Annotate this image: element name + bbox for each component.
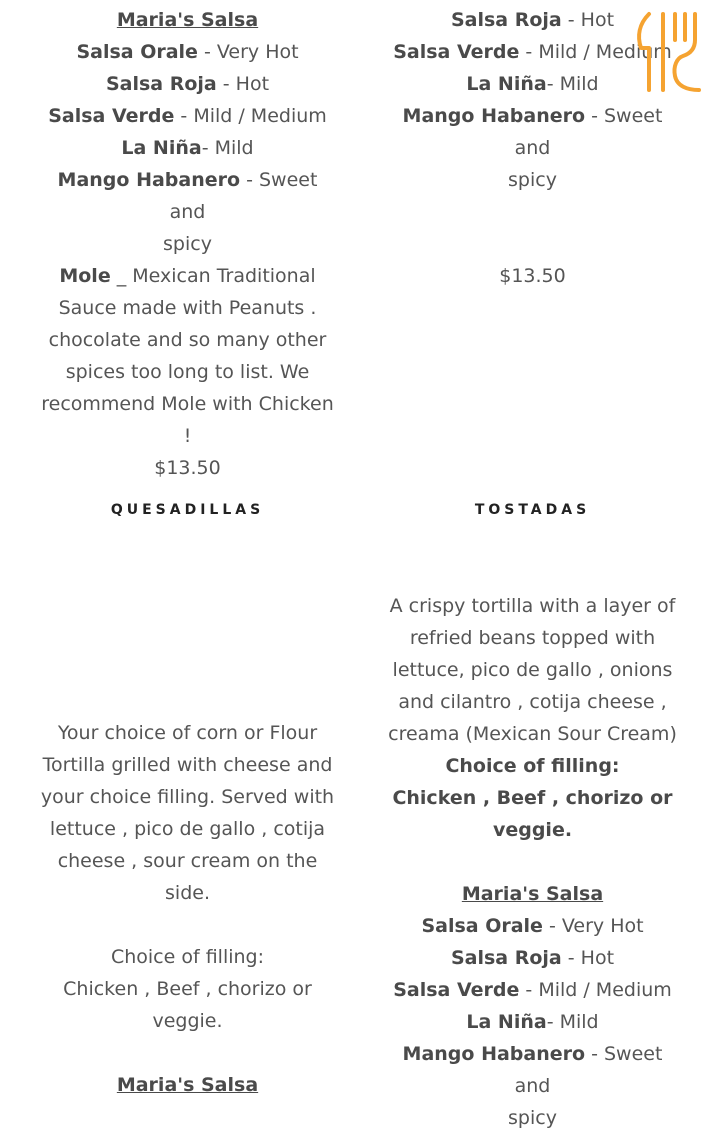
quesadillas-desc: your choice filling. Served with	[40, 786, 335, 808]
quesadillas-section	[40, 717, 335, 1101]
heading-quesadillas: QUESADILLAS	[110, 502, 265, 518]
quesadillas-desc: side.	[165, 882, 210, 904]
mole-desc: recommend Mole with Chicken	[41, 393, 334, 415]
filling-label: Choice of filling:	[110, 946, 265, 968]
quesadillas-desc: Your choice of corn or Flour	[57, 722, 318, 744]
filling-options: Chicken , Beef , chorizo or	[63, 978, 312, 1000]
salsa-desc-cont: spicy	[508, 1107, 557, 1129]
quesadillas-desc: lettuce , pico de gallo , cotija	[49, 818, 326, 840]
mole-desc: chocolate and so many other	[48, 329, 327, 351]
salsa-title: Maria's Salsa	[461, 883, 604, 905]
tostadas-desc: and cilantro , cotija cheese ,	[398, 691, 667, 713]
mole-desc: !	[183, 425, 192, 447]
salsa-item: Salsa Verde - Mild / Medium	[393, 41, 672, 63]
salsa-item: Mango Habanero - Sweet and	[402, 105, 663, 159]
salsa-item: Salsa Orale - Very Hot	[421, 915, 644, 937]
heading-tostadas: TOSTADAS	[474, 502, 591, 518]
quesadillas-desc: Tortilla grilled with cheese and	[42, 754, 333, 776]
salsa-item: Salsa Verde - Mild / Medium	[48, 105, 327, 127]
filling-label: Choice of filling:	[445, 755, 620, 777]
left-top-section	[40, 4, 335, 484]
tostadas-desc: lettuce, pico de gallo , onions	[392, 659, 673, 681]
tostadas-desc: creama (Mexican Sour Cream)	[388, 723, 677, 745]
salsa-item: Mango Habanero - Sweet and	[402, 1043, 663, 1097]
salsa-item: Salsa Roja - Hot	[450, 9, 615, 31]
salsa-desc-cont: spicy	[508, 169, 557, 191]
salsa-item: La Niña- Mild	[466, 1011, 599, 1033]
salsa-item: Salsa Roja - Hot	[105, 73, 270, 95]
tostadas-desc: refried beans topped with	[409, 627, 656, 649]
tostadas-section	[385, 590, 680, 1134]
price: $13.50	[499, 265, 566, 287]
mole-desc: spices too long to list. We	[65, 361, 310, 383]
salsa-item: Salsa Verde - Mild / Medium	[393, 979, 672, 1001]
salsa-title: Maria's Salsa	[116, 9, 259, 31]
filling-options: veggie.	[492, 819, 573, 841]
mole-desc: Sauce made with Peanuts .	[58, 297, 317, 319]
salsa-item: La Niña- Mild	[121, 137, 254, 159]
salsa-item: Salsa Orale - Very Hot	[76, 41, 299, 63]
mole-item: Mole _ Mexican Traditional	[59, 265, 316, 287]
right-price	[385, 260, 680, 292]
salsa-title: Maria's Salsa	[116, 1074, 259, 1096]
filling-options: veggie.	[152, 1010, 223, 1032]
filling-options: Chicken , Beef , chorizo or	[392, 787, 673, 809]
salsa-desc-cont: spicy	[163, 233, 212, 255]
tostadas-desc: A crispy tortilla with a layer of	[389, 595, 676, 617]
price: $13.50	[154, 457, 221, 479]
salsa-item: Mango Habanero - Sweet and	[57, 169, 318, 223]
quesadillas-desc: cheese , sour cream on the	[57, 850, 318, 872]
salsa-item: La Niña- Mild	[466, 73, 599, 95]
salsa-item: Salsa Roja - Hot	[450, 947, 615, 969]
fork-icon[interactable]	[633, 10, 703, 94]
